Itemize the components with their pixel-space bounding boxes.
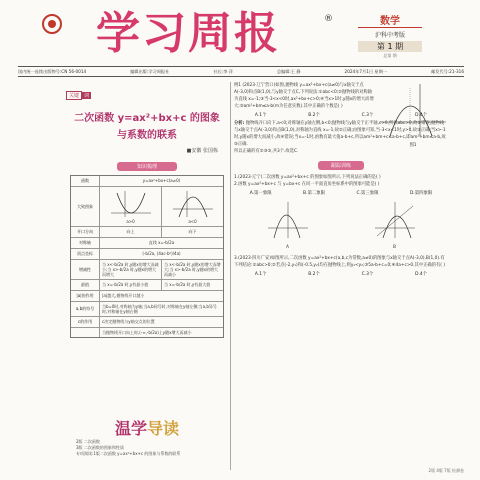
graph-label: a>0 (126, 219, 135, 224)
info-item: 国内统一连续出版物号:CN 56-0014 (18, 68, 87, 74)
graph-label: B (393, 245, 396, 250)
option: A.1个 (254, 272, 267, 277)
right-column (234, 82, 448, 474)
analysis-title: 分析: (234, 121, 245, 126)
author-line: ■安徽 张国栋 (186, 148, 218, 154)
row-value: 当 x<-b/2a 时,y随x的增大而减小;当 x>-b/2a 时,y随x的增大而增大 (100, 260, 162, 279)
edition-label: 沪科中考版 (374, 32, 405, 39)
parabola-figure (378, 82, 448, 138)
problem-4: 3.(2023·四川广安)如图所示,二次函数 y=ax²+bx+c(a,b,c为常数,a≠0)的图象与x轴交于点A(-3,0),B(1,0).有下列结论:①abc>0;②若点(-2,y₁)和(-0.5,y₂)均在抛物线上,则y₁<y₂;③5a-b+c=0;④4a+c>0.其中正确的有( ) (234, 256, 446, 268)
figure-caption: 图1 (409, 143, 417, 148)
table-row (71, 249, 223, 260)
row-label: a,b的符号 (71, 302, 100, 316)
brand-title: 学习周报 (96, 8, 280, 59)
footer-nav: 2版 4版 7版 检测卷 (428, 468, 464, 473)
graph-option-b (373, 200, 417, 240)
keyword-tag: 关键 (66, 91, 82, 100)
info-item: 邮发代号:21-316 (431, 68, 464, 74)
option: D.4个 (415, 113, 428, 118)
guide-line: 专项阅读:1版二次函数 y=ax²+bx+c 的图象与系数的联系 (76, 451, 181, 456)
atom-logo-icon (42, 14, 62, 34)
option: A.第一象限 (249, 191, 272, 196)
row-label: c的作用 (71, 317, 100, 327)
table-row (71, 291, 223, 302)
table-row (71, 227, 223, 238)
parabola-down-graph (171, 189, 215, 219)
option: D.第四象限 (409, 191, 433, 196)
table-header-value: y=ax²+bx+c(a≠0) (142, 178, 181, 183)
guide-title-a: 温学 (114, 419, 147, 438)
row-value: c决定抛物线与y轴交点的位置 (102, 319, 155, 324)
registered-mark: ® (324, 14, 333, 24)
section-label: 跟踪训练 (318, 161, 364, 170)
row-value: 当b=0时,对称轴为y轴;当a,b同号时,对称轴在y轴左侧;当a,b异号时,对称轴在y轴右侧 (102, 304, 217, 314)
issue-total: 总第 期 (383, 53, 397, 58)
option: C.3个 (361, 113, 374, 118)
table-row (71, 238, 223, 249)
info-item: 编辑出版:学习周报社 (130, 68, 170, 74)
row-value: 当抛物线开口向上时,(-∞,-b/2a)上y随x增大而减小 (102, 330, 192, 335)
options-row (234, 190, 448, 196)
guide-title-b: 导读 (147, 419, 180, 438)
row-label: 开口方向 (71, 227, 100, 237)
row-value: (-b/2a, (4ac-b²)/4a) (142, 251, 181, 256)
table-row (71, 260, 223, 280)
row-label: 最值 (71, 280, 100, 290)
row-label: 增减性 (71, 260, 100, 279)
subject-box (358, 12, 422, 59)
option: D.4个 (415, 272, 428, 277)
row-value: 当 x<-b/2a 时,y随x的增大而增大;当 x>-b/2a 时,y随x的增大而减小 (164, 262, 221, 277)
table-row (71, 302, 223, 317)
guide-line: 2版 二次函数 (76, 439, 100, 444)
graph-option-a (266, 200, 310, 240)
option: B.2个 (308, 113, 320, 118)
graph-label: a<0 (188, 219, 197, 224)
table-row (71, 328, 223, 337)
option: C.第三象限 (356, 191, 379, 196)
analysis-text: 抛物线开口向下,a<0;对称轴在y轴左侧,b<0;抛物线与y轴交于正半轴,c>0,所以abc>0,故①错误;抛物线与x轴交于点A(-3,0)和点B(1,0),对称轴为直线 x=-1,故②正确;由图象可知,当-3<x<1时,y>0,故③正确;当x>-1时,y随x的增大而减小,故④错误;当x=-1时,函数有最大值a-b+c,所以am²+bm+c≤a-b+c,即am²+bm≤a-b,故⑤正确. (234, 121, 446, 147)
parabola-up-graph (109, 189, 153, 219)
table-header-label: 函数 (71, 176, 100, 186)
info-item: 2024年7月1日 星期一 (344, 68, 387, 74)
answer: 所以正确的有②③⑤,共3个.故选C. (234, 149, 299, 154)
row-label (71, 328, 100, 337)
info-item: 社长:李 萍 (213, 68, 233, 74)
table-row (71, 280, 223, 291)
section-head: 知识梳理 (117, 162, 177, 171)
option: A.1个 (254, 113, 267, 118)
graph-options (234, 200, 448, 251)
row-value: 当 x=-b/2a 时,y有最小值 (100, 280, 162, 290)
info-bar (18, 66, 464, 77)
table-row (71, 317, 223, 328)
column-divider (230, 82, 231, 470)
article-title-line2: 与系数的联系 (117, 130, 177, 141)
guide-title (66, 416, 228, 439)
guide-line: 3版 二次函数的图象和性质 (76, 445, 124, 450)
option: C.3个 (361, 272, 374, 277)
table-row (71, 187, 223, 227)
article-title-line1: 二次函数 y=ax²+bx+c 的图象 (74, 113, 220, 124)
publisher-logo (18, 14, 88, 54)
row-value: 直线 x=-b/2a (148, 240, 175, 245)
table-header-row (71, 176, 223, 187)
problem-3: 2.函数 y=ax²+bx+c 与 y=bx+c 在同一平面直角坐标系中的图象可能是( ) (234, 182, 380, 187)
masthead (18, 8, 464, 64)
keyword-tag-box: 词 (84, 93, 90, 99)
figure-1 (378, 82, 448, 146)
row-value: 当 x=-b/2a 时,y有最大值 (164, 282, 211, 287)
row-label: 对称轴 (71, 238, 100, 248)
row-value: 向上 (100, 227, 162, 237)
summary-table (70, 175, 224, 338)
row-label: 顶点坐标 (71, 249, 100, 259)
reading-guide (66, 416, 228, 470)
problem-text: 例1 (2023·辽宁营口)如图,抛物线 y=ax²+bx+c(a≠0)与x轴交于点A(-3,0)和点B(1,0),与y轴交于点C,下列说法:①abc<0;②抛物线的对称轴为直线 x=-1;③当-3<x<0时,ax²+bx+c>0;④当x>1时,y随x的增大而增大;⑤am²+bm≤a-b(m为任意实数).其中正确的个数是( ) (234, 83, 374, 109)
issue-number: 第 1 期 (358, 41, 422, 52)
options-row (234, 271, 448, 277)
info-item: 总编辑:王 静 (276, 68, 301, 74)
row-value: |a|越大,抛物线开口越小 (102, 293, 145, 298)
row-label: |a|的作用 (71, 291, 100, 301)
problem-2: 1.(2023·辽宁)二次函数 y=ax²+bx+c 的图象如图所示,下列说法正确的是( ) (234, 175, 381, 180)
row-value: 向下 (188, 229, 197, 234)
subject-label: 数学 (358, 12, 422, 28)
option: B.第二象限 (303, 191, 326, 196)
graph-label: A (286, 245, 289, 250)
option: B.2个 (308, 272, 320, 277)
row-label: 大致图象 (71, 187, 100, 226)
